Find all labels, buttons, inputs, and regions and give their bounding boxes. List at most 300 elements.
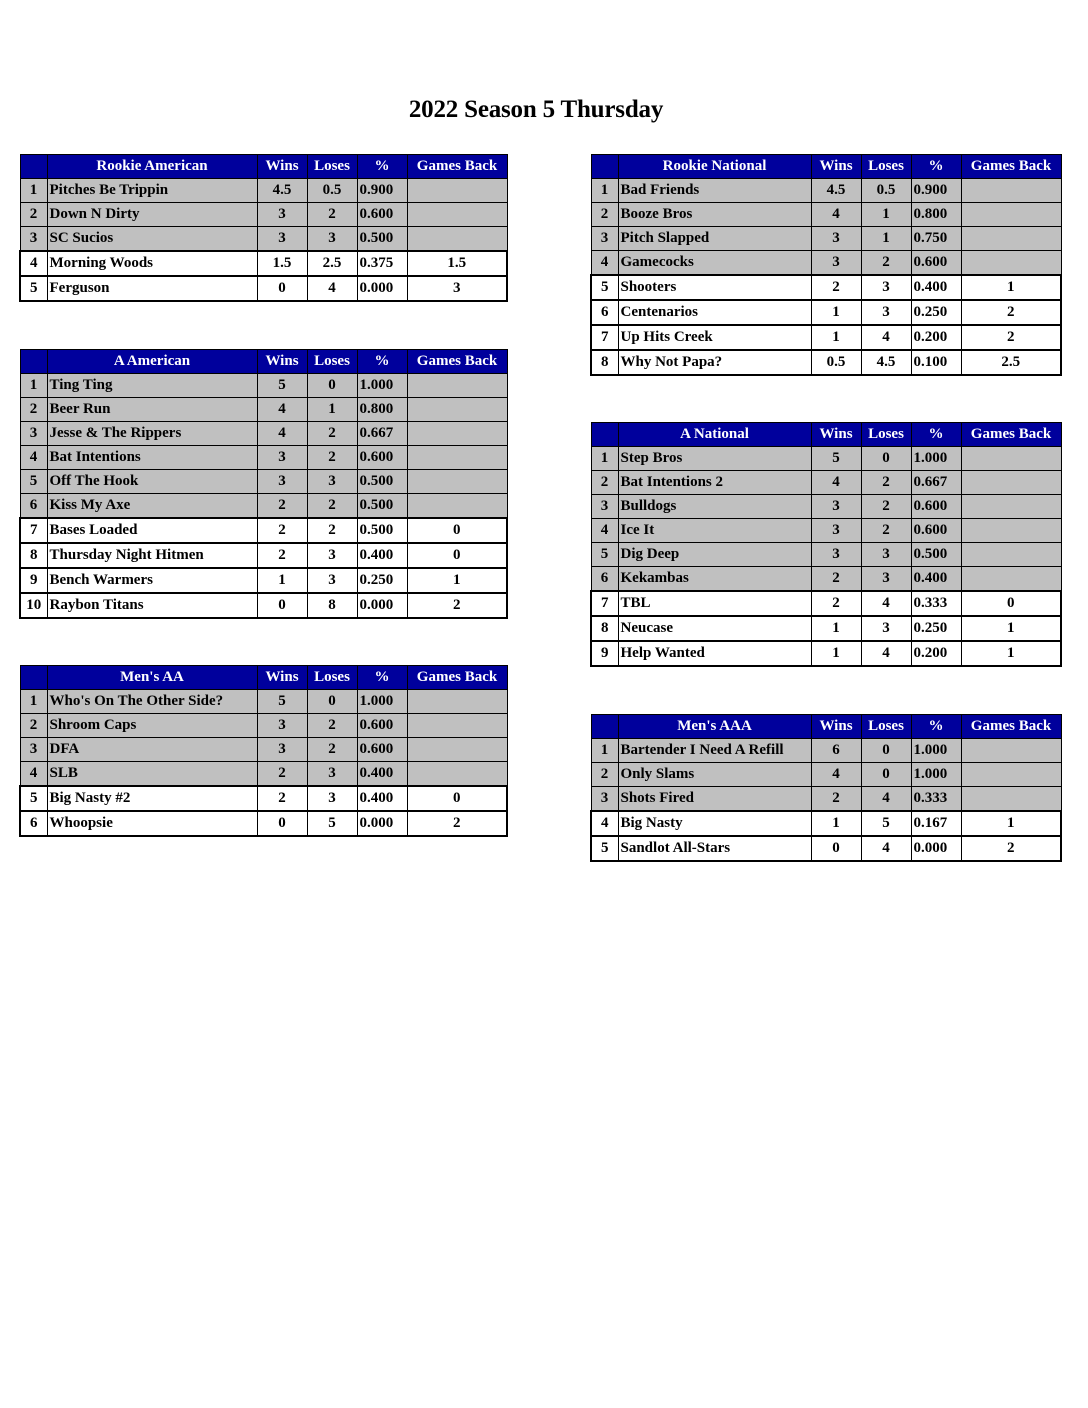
pct-cell: 0.000 xyxy=(357,811,407,836)
standings-table-mens-aaa xyxy=(590,714,1062,862)
loses-cell: 3 xyxy=(861,543,911,567)
wins-cell: 1 xyxy=(811,300,861,325)
rank-cell: 1 xyxy=(591,447,618,471)
wins-header: Wins xyxy=(811,715,861,739)
pct-cell: 0.500 xyxy=(357,518,407,543)
rank-cell: 4 xyxy=(591,519,618,543)
pct-cell: 0.900 xyxy=(911,179,961,203)
rank-cell: 7 xyxy=(20,518,47,543)
games-back-cell: 1 xyxy=(961,641,1061,666)
table-row xyxy=(591,543,1061,567)
rank-cell: 5 xyxy=(591,543,618,567)
pct-cell: 0.000 xyxy=(357,276,407,301)
header-row xyxy=(20,155,507,179)
rank-cell: 4 xyxy=(20,446,47,470)
pct-cell: 0.900 xyxy=(357,179,407,203)
wins-cell: 2 xyxy=(257,762,307,787)
wins-cell: 3 xyxy=(811,543,861,567)
team-name-cell: Morning Woods xyxy=(47,251,257,276)
loses-header: Loses xyxy=(307,666,357,690)
games-back-cell: 2 xyxy=(407,593,507,618)
games-back-cell xyxy=(961,787,1061,812)
table-row xyxy=(591,591,1061,616)
pct-cell: 0.100 xyxy=(911,350,961,375)
games-back-cell xyxy=(961,519,1061,543)
wins-cell: 1 xyxy=(811,811,861,836)
rank-cell: 5 xyxy=(591,275,618,300)
rank-cell: 3 xyxy=(591,227,618,251)
team-name-cell: Bulldogs xyxy=(618,495,811,519)
rank-cell: 6 xyxy=(20,811,47,836)
loses-cell: 4.5 xyxy=(861,350,911,375)
games-back-cell: 2 xyxy=(961,325,1061,350)
rank-cell: 9 xyxy=(20,568,47,593)
team-name-cell: Pitches Be Trippin xyxy=(47,179,257,203)
games-back-cell: 0 xyxy=(407,543,507,568)
wins-cell: 3 xyxy=(257,227,307,252)
wins-cell: 0.5 xyxy=(811,350,861,375)
rank-cell: 2 xyxy=(591,203,618,227)
team-name-cell: Off The Hook xyxy=(47,470,257,494)
pct-header: % xyxy=(357,666,407,690)
table-row xyxy=(20,518,507,543)
wins-cell: 3 xyxy=(811,227,861,251)
rank-cell: 1 xyxy=(20,690,47,714)
rank-header xyxy=(591,423,618,447)
team-name-cell: Shroom Caps xyxy=(47,714,257,738)
games-back-cell: 1 xyxy=(407,568,507,593)
table-row xyxy=(20,422,507,446)
loses-header: Loses xyxy=(307,350,357,374)
wins-cell: 2 xyxy=(257,786,307,811)
loses-cell: 3 xyxy=(307,227,357,252)
loses-cell: 1 xyxy=(307,398,357,422)
loses-cell: 0 xyxy=(861,763,911,787)
pct-cell: 1.000 xyxy=(357,690,407,714)
wins-cell: 4 xyxy=(811,471,861,495)
pct-cell: 0.400 xyxy=(357,786,407,811)
games-back-cell xyxy=(961,179,1061,203)
games-back-cell: 2.5 xyxy=(961,350,1061,375)
table-row xyxy=(20,690,507,714)
wins-cell: 2 xyxy=(257,543,307,568)
team-name-cell: Raybon Titans xyxy=(47,593,257,618)
pct-cell: 1.000 xyxy=(911,739,961,763)
table-row xyxy=(20,227,507,252)
loses-cell: 4 xyxy=(861,836,911,861)
team-name-cell: Big Nasty xyxy=(618,811,811,836)
loses-cell: 2 xyxy=(861,495,911,519)
table-row xyxy=(591,616,1061,641)
games-back-cell xyxy=(407,227,507,252)
games-back-cell xyxy=(407,470,507,494)
table-row xyxy=(20,762,507,787)
team-name-cell: Bad Friends xyxy=(618,179,811,203)
table-row xyxy=(20,179,507,203)
standings-table-mens-aa xyxy=(19,665,508,837)
team-name-cell: Big Nasty #2 xyxy=(47,786,257,811)
loses-cell: 0 xyxy=(307,690,357,714)
team-name-cell: Pitch Slapped xyxy=(618,227,811,251)
loses-cell: 3 xyxy=(861,300,911,325)
wins-cell: 5 xyxy=(257,690,307,714)
header-row xyxy=(591,423,1061,447)
pct-cell: 0.800 xyxy=(911,203,961,227)
games-back-cell xyxy=(407,203,507,227)
team-name-cell: TBL xyxy=(618,591,811,616)
rank-cell: 2 xyxy=(591,763,618,787)
loses-cell: 3 xyxy=(861,616,911,641)
pct-cell: 0.250 xyxy=(911,616,961,641)
wins-cell: 0 xyxy=(257,811,307,836)
games-back-cell xyxy=(961,447,1061,471)
games-back-cell xyxy=(961,203,1061,227)
table-row xyxy=(20,374,507,398)
standings-table-rookie-national xyxy=(590,154,1062,376)
table-row xyxy=(20,811,507,836)
loses-cell: 1 xyxy=(861,227,911,251)
rank-cell: 1 xyxy=(591,739,618,763)
rank-header xyxy=(591,155,618,179)
wins-cell: 2 xyxy=(811,591,861,616)
division-name: A American xyxy=(47,350,257,374)
pct-cell: 0.000 xyxy=(357,593,407,618)
wins-header: Wins xyxy=(257,350,307,374)
loses-cell: 5 xyxy=(307,811,357,836)
wins-cell: 6 xyxy=(811,739,861,763)
team-name-cell: Only Slams xyxy=(618,763,811,787)
games-back-header: Games Back xyxy=(407,666,507,690)
team-name-cell: Gamecocks xyxy=(618,251,811,276)
wins-cell: 3 xyxy=(257,203,307,227)
rank-cell: 9 xyxy=(591,641,618,666)
pct-header: % xyxy=(911,423,961,447)
rank-cell: 10 xyxy=(20,593,47,618)
table-row xyxy=(591,203,1061,227)
table-row xyxy=(20,446,507,470)
team-name-cell: Bat Intentions xyxy=(47,446,257,470)
pct-cell: 0.200 xyxy=(911,641,961,666)
pct-header: % xyxy=(911,155,961,179)
wins-header: Wins xyxy=(811,423,861,447)
team-name-cell: Beer Run xyxy=(47,398,257,422)
rank-cell: 2 xyxy=(20,203,47,227)
pct-cell: 0.167 xyxy=(911,811,961,836)
rank-header xyxy=(591,715,618,739)
rank-cell: 1 xyxy=(20,179,47,203)
rank-cell: 5 xyxy=(20,276,47,301)
team-name-cell: Thursday Night Hitmen xyxy=(47,543,257,568)
pct-cell: 0.400 xyxy=(357,762,407,787)
loses-cell: 4 xyxy=(861,591,911,616)
wins-cell: 4.5 xyxy=(811,179,861,203)
table-row xyxy=(591,251,1061,276)
team-name-cell: Neucase xyxy=(618,616,811,641)
header-row xyxy=(591,715,1061,739)
loses-cell: 8 xyxy=(307,593,357,618)
rank-header xyxy=(20,666,47,690)
loses-cell: 2 xyxy=(861,471,911,495)
wins-cell: 0 xyxy=(257,593,307,618)
loses-cell: 0 xyxy=(861,447,911,471)
rank-cell: 2 xyxy=(591,471,618,495)
games-back-cell xyxy=(407,690,507,714)
pct-cell: 0.400 xyxy=(911,567,961,592)
rank-cell: 5 xyxy=(20,470,47,494)
team-name-cell: Kekambas xyxy=(618,567,811,592)
pct-cell: 0.600 xyxy=(357,446,407,470)
rank-cell: 3 xyxy=(591,787,618,812)
rank-cell: 5 xyxy=(591,836,618,861)
rank-cell: 8 xyxy=(591,616,618,641)
pct-cell: 0.250 xyxy=(357,568,407,593)
team-name-cell: SC Sucios xyxy=(47,227,257,252)
pct-cell: 0.600 xyxy=(357,203,407,227)
rank-header xyxy=(20,155,47,179)
wins-cell: 1 xyxy=(811,325,861,350)
table-row xyxy=(591,739,1061,763)
team-name-cell: Bases Loaded xyxy=(47,518,257,543)
pct-cell: 0.800 xyxy=(357,398,407,422)
wins-cell: 4 xyxy=(257,422,307,446)
team-name-cell: Shooters xyxy=(618,275,811,300)
games-back-cell xyxy=(407,738,507,762)
rank-cell: 3 xyxy=(20,738,47,762)
games-back-cell xyxy=(961,495,1061,519)
rank-cell: 6 xyxy=(20,494,47,519)
loses-cell: 2 xyxy=(307,518,357,543)
team-name-cell: Kiss My Axe xyxy=(47,494,257,519)
loses-cell: 2 xyxy=(307,446,357,470)
games-back-cell: 2 xyxy=(961,836,1061,861)
team-name-cell: Ting Ting xyxy=(47,374,257,398)
loses-cell: 3 xyxy=(861,567,911,592)
pct-cell: 0.600 xyxy=(911,519,961,543)
table-row xyxy=(591,567,1061,592)
loses-cell: 2 xyxy=(861,519,911,543)
team-name-cell: Centenarios xyxy=(618,300,811,325)
pct-cell: 0.333 xyxy=(911,787,961,812)
loses-header: Loses xyxy=(307,155,357,179)
table-row xyxy=(591,179,1061,203)
pct-cell: 1.000 xyxy=(911,447,961,471)
wins-cell: 2 xyxy=(811,567,861,592)
rank-cell: 3 xyxy=(20,227,47,252)
pct-cell: 0.600 xyxy=(911,495,961,519)
loses-cell: 3 xyxy=(307,568,357,593)
games-back-cell: 1 xyxy=(961,811,1061,836)
loses-cell: 3 xyxy=(307,762,357,787)
loses-cell: 2 xyxy=(307,203,357,227)
games-back-cell xyxy=(961,471,1061,495)
standings-table-rookie-american xyxy=(19,154,508,302)
wins-cell: 3 xyxy=(257,470,307,494)
team-name-cell: Who's On The Other Side? xyxy=(47,690,257,714)
wins-cell: 2 xyxy=(811,787,861,812)
games-back-cell xyxy=(407,398,507,422)
wins-header: Wins xyxy=(257,155,307,179)
header-row xyxy=(20,666,507,690)
games-back-cell xyxy=(961,739,1061,763)
games-back-cell: 3 xyxy=(407,276,507,301)
loses-cell: 3 xyxy=(307,470,357,494)
team-name-cell: Dig Deep xyxy=(618,543,811,567)
rank-cell: 8 xyxy=(591,350,618,375)
pct-cell: 0.333 xyxy=(911,591,961,616)
team-name-cell: Jesse & The Rippers xyxy=(47,422,257,446)
wins-header: Wins xyxy=(811,155,861,179)
wins-cell: 1.5 xyxy=(257,251,307,276)
table-row xyxy=(591,447,1061,471)
loses-cell: 4 xyxy=(861,787,911,812)
rank-cell: 4 xyxy=(591,251,618,276)
wins-cell: 4 xyxy=(811,203,861,227)
pct-cell: 0.500 xyxy=(357,470,407,494)
header-row xyxy=(591,155,1061,179)
loses-header: Loses xyxy=(861,423,911,447)
loses-cell: 3 xyxy=(307,786,357,811)
rank-cell: 7 xyxy=(591,325,618,350)
pct-cell: 1.000 xyxy=(911,763,961,787)
wins-header: Wins xyxy=(257,666,307,690)
wins-cell: 4.5 xyxy=(257,179,307,203)
table-row xyxy=(591,350,1061,375)
table-row xyxy=(20,470,507,494)
pct-cell: 0.600 xyxy=(357,738,407,762)
table-row xyxy=(20,714,507,738)
wins-cell: 1 xyxy=(811,616,861,641)
standings-table-a-national xyxy=(590,422,1062,667)
team-name-cell: Bat Intentions 2 xyxy=(618,471,811,495)
wins-cell: 5 xyxy=(257,374,307,398)
table-row xyxy=(20,593,507,618)
loses-cell: 0 xyxy=(861,739,911,763)
table-row xyxy=(591,836,1061,861)
team-name-cell: Up Hits Creek xyxy=(618,325,811,350)
rank-cell: 4 xyxy=(20,251,47,276)
table-row xyxy=(20,543,507,568)
loses-cell: 0 xyxy=(307,374,357,398)
games-back-cell xyxy=(407,494,507,519)
games-back-cell: 0 xyxy=(961,591,1061,616)
table-row xyxy=(20,786,507,811)
table-row xyxy=(591,763,1061,787)
wins-cell: 3 xyxy=(257,714,307,738)
division-name: Men's AA xyxy=(47,666,257,690)
loses-cell: 0.5 xyxy=(861,179,911,203)
loses-cell: 2 xyxy=(307,494,357,519)
wins-cell: 3 xyxy=(811,251,861,276)
wins-cell: 3 xyxy=(811,495,861,519)
loses-cell: 0.5 xyxy=(307,179,357,203)
games-back-cell xyxy=(407,374,507,398)
table-row xyxy=(20,251,507,276)
standings-table-a-american xyxy=(19,349,508,619)
games-back-cell: 0 xyxy=(407,786,507,811)
table-row xyxy=(591,227,1061,251)
table-row xyxy=(591,811,1061,836)
games-back-cell: 2 xyxy=(961,300,1061,325)
rank-cell: 3 xyxy=(591,495,618,519)
pct-cell: 0.600 xyxy=(911,251,961,276)
games-back-cell xyxy=(961,227,1061,251)
table-row xyxy=(591,519,1061,543)
pct-cell: 0.000 xyxy=(911,836,961,861)
rank-cell: 6 xyxy=(591,300,618,325)
games-back-header: Games Back xyxy=(961,423,1061,447)
team-name-cell: Bench Warmers xyxy=(47,568,257,593)
pct-cell: 0.400 xyxy=(357,543,407,568)
team-name-cell: Ferguson xyxy=(47,276,257,301)
rank-cell: 4 xyxy=(20,762,47,787)
page-title: 2022 Season 5 Thursday xyxy=(408,96,664,123)
wins-cell: 5 xyxy=(811,447,861,471)
team-name-cell: SLB xyxy=(47,762,257,787)
loses-cell: 4 xyxy=(861,641,911,666)
rank-cell: 2 xyxy=(20,398,47,422)
team-name-cell: Step Bros xyxy=(618,447,811,471)
rank-cell: 2 xyxy=(20,714,47,738)
wins-cell: 1 xyxy=(257,568,307,593)
table-row xyxy=(20,568,507,593)
wins-cell: 2 xyxy=(257,518,307,543)
rank-cell: 4 xyxy=(591,811,618,836)
rank-cell: 5 xyxy=(20,786,47,811)
pct-cell: 0.500 xyxy=(911,543,961,567)
rank-cell: 7 xyxy=(591,591,618,616)
loses-cell: 2 xyxy=(307,738,357,762)
games-back-cell xyxy=(961,251,1061,276)
games-back-header: Games Back xyxy=(407,155,507,179)
division-name: A National xyxy=(618,423,811,447)
team-name-cell: Bartender I Need A Refill xyxy=(618,739,811,763)
wins-cell: 3 xyxy=(257,446,307,470)
team-name-cell: Whoopsie xyxy=(47,811,257,836)
wins-cell: 3 xyxy=(811,519,861,543)
pct-header: % xyxy=(357,155,407,179)
games-back-cell xyxy=(961,763,1061,787)
wins-cell: 4 xyxy=(257,398,307,422)
games-back-cell xyxy=(407,446,507,470)
table-row xyxy=(20,203,507,227)
wins-cell: 0 xyxy=(811,836,861,861)
loses-cell: 2 xyxy=(307,714,357,738)
table-row xyxy=(591,300,1061,325)
team-name-cell: Shots Fired xyxy=(618,787,811,812)
pct-cell: 0.250 xyxy=(911,300,961,325)
table-row xyxy=(591,325,1061,350)
games-back-cell: 1 xyxy=(961,275,1061,300)
games-back-cell xyxy=(407,714,507,738)
games-back-cell xyxy=(961,543,1061,567)
games-back-cell xyxy=(407,422,507,446)
loses-cell: 4 xyxy=(861,325,911,350)
wins-cell: 0 xyxy=(257,276,307,301)
table-row xyxy=(591,787,1061,812)
rank-cell: 6 xyxy=(591,567,618,592)
loses-cell: 5 xyxy=(861,811,911,836)
rank-cell: 3 xyxy=(20,422,47,446)
table-row xyxy=(591,495,1061,519)
games-back-cell: 1.5 xyxy=(407,251,507,276)
games-back-cell: 1 xyxy=(961,616,1061,641)
team-name-cell: Booze Bros xyxy=(618,203,811,227)
loses-cell: 2 xyxy=(307,422,357,446)
pct-cell: 0.667 xyxy=(357,422,407,446)
rank-cell: 1 xyxy=(20,374,47,398)
games-back-cell: 0 xyxy=(407,518,507,543)
table-row xyxy=(20,494,507,519)
